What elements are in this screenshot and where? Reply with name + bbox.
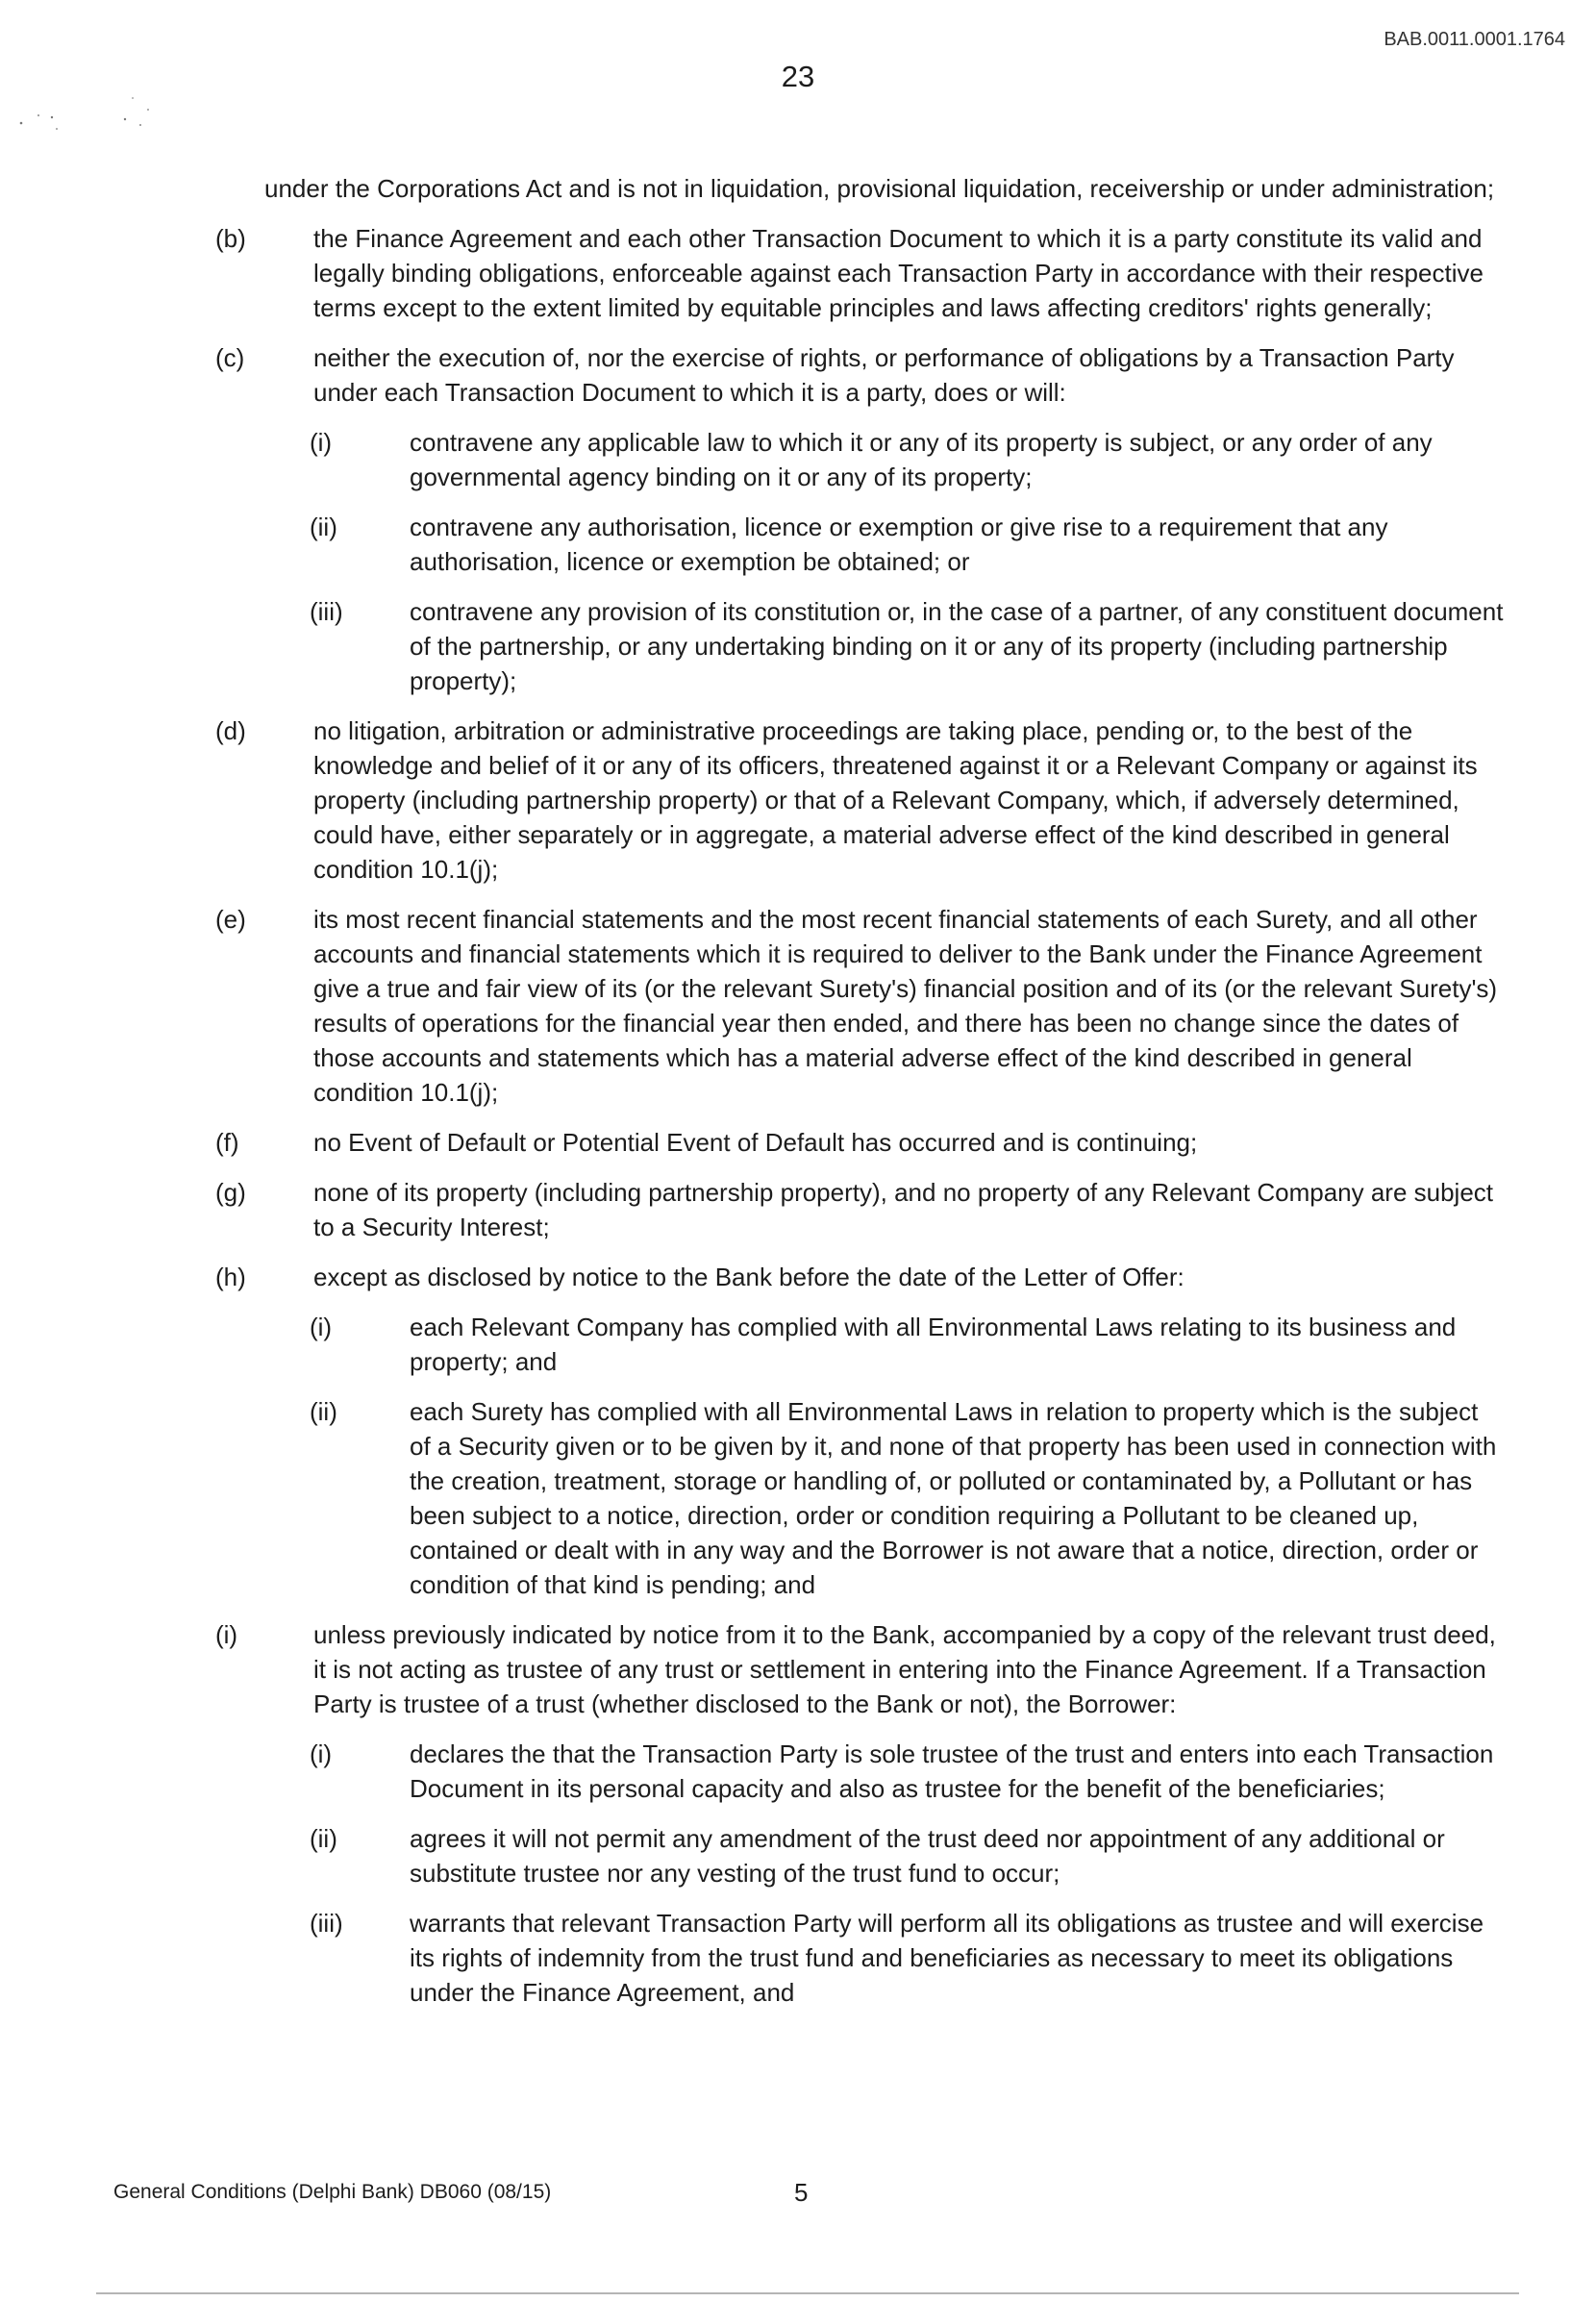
subclause-label: (ii) <box>310 1397 337 1426</box>
clause-text: unless previously indicated by notice from it to the Bank, accompanied by a copy of the relevant trust deed, it is not acting as trustee of any trust or settlement in entering into the Finance Agreement. If a Transaction Party is trustee of a trust (whether disclosed to the Bank or not), the Borrower: <box>313 1620 1496 1718</box>
clause-h <box>0 1260 1596 1294</box>
clause-h-ii <box>0 1394 1596 1602</box>
clause-i-ii <box>0 1821 1596 1890</box>
subclause-label: (i) <box>310 428 333 457</box>
clause-b <box>0 221 1596 325</box>
clause-label: (b) <box>215 224 246 253</box>
clause-label: (e) <box>215 905 246 934</box>
clause-label: (d) <box>215 716 246 745</box>
clause-label: (i) <box>215 1620 238 1649</box>
clause-i <box>0 1617 1596 1721</box>
clause-c <box>0 340 1596 410</box>
clause-f <box>0 1125 1596 1160</box>
clause-text: no Event of Default or Potential Event of Default has occurred and is continuing; <box>313 1128 1198 1157</box>
clause-d <box>0 713 1596 887</box>
subclause-label: (iii) <box>310 597 343 626</box>
subclause-text: each Surety has complied with all Environmental Laws in relation to property which is the subject of a Security given or to be given by it, and none of that property has been used in connection with the creation, treatment, storage or handling of, or polluted or contaminated by, a Pollutant or has been subject to a notice, direction, order or condition requiring a Pollutant to be cleaned up, contained or dealt with in any way and the Borrower is not aware that a notice, direction, order or condition of that kind is pending; and <box>410 1397 1497 1599</box>
footer-page-number: 5 <box>794 2178 809 2207</box>
clause-text: no litigation, arbitration or administrative proceedings are taking place, pending or, to the best of the knowledge and belief of it or any of its officers, threatened against it or a Relevant Company or against its property (including partnership property) or that of a Relevant Company, which, if adversely determined, could have, either separately or in aggregate, a material adverse effect of the kind described in general condition 10.1(j); <box>313 716 1478 884</box>
subclause-label: (i) <box>310 1739 333 1768</box>
clause-h-i <box>0 1310 1596 1379</box>
subclause-label: (iii) <box>310 1909 343 1938</box>
clause-c-ii <box>0 510 1596 579</box>
clause-label: (f) <box>215 1128 239 1157</box>
subclause-text: warrants that relevant Transaction Party will perform all its obligations as trustee and will exercise its rights of indemnity from the trust fund and beneficiaries as necessary to meet its obligations under the Finance Agreement, and <box>410 1909 1484 2007</box>
clause-text: neither the execution of, nor the exercise of rights, or performance of obligations by a Transaction Party under each Transaction Document to which it is a party, does or will: <box>313 343 1455 407</box>
clause-text: its most recent financial statements and the most recent financial statements of each Surety, and all other accounts and financial statements which it is required to deliver to the Bank under the Finance Agreement give a true and fair view of its (or the relevant Surety's) financial position and of its (or the relevant Surety's) results of operations for the financial year then ended, and there has been no change since the dates of those accounts and statements which has a material adverse effect of the kind described in general condition 10.1(j); <box>313 905 1498 1107</box>
scan-specks <box>12 96 165 138</box>
subclause-label: (ii) <box>310 1824 337 1853</box>
clause-label: (h) <box>215 1263 246 1291</box>
subclause-label: (i) <box>310 1313 333 1341</box>
scan-edge-line <box>96 2292 1519 2294</box>
subclause-label: (ii) <box>310 513 337 541</box>
clause-text: the Finance Agreement and each other Transaction Document to which it is a party constitute its valid and legally binding obligations, enforceable against each Transaction Party in accordance with their respective terms except to the extent limited by equitable principles and laws affecting creditors' rights generally; <box>313 224 1484 322</box>
clause-g <box>0 1175 1596 1244</box>
clause-c-iii <box>0 594 1596 698</box>
footer-document-title: General Conditions (Delphi Bank) DB060 (08/15) <box>113 2181 552 2203</box>
clause-text: under the Corporations Act and is not in liquidation, provisional liquidation, receivership or under administration; <box>264 174 1495 203</box>
clause-i-i <box>0 1737 1596 1806</box>
clause-label: (g) <box>215 1178 246 1207</box>
document-reference: BAB.0011.0001.1764 <box>1384 29 1565 50</box>
subclause-text: contravene any authorisation, licence or exemption or give rise to a requirement that any authorisation, licence or exemption be obtained; or <box>410 513 1388 576</box>
subclause-text: contravene any applicable law to which it or any of its property is subject, or any order of any governmental agency binding on it or any of its property; <box>410 428 1433 491</box>
clause-i-iii <box>0 1906 1596 2010</box>
clause-c-i <box>0 425 1596 494</box>
document-body <box>0 171 1596 2025</box>
clause-label: (c) <box>215 343 245 372</box>
subclause-text: contravene any provision of its constitution or, in the case of a partner, of any constituent document of the partnership, or any undertaking binding on it or any of its property (including partnership property); <box>410 597 1504 695</box>
subclause-text: declares the that the Transaction Party is sole trustee of the trust and enters into each Transaction Document in its personal capacity and also as trustee for the benefit of the beneficiaries; <box>410 1739 1494 1803</box>
clause-text: except as disclosed by notice to the Bank before the date of the Letter of Offer: <box>313 1263 1185 1291</box>
subclause-text: agrees it will not permit any amendment of the trust deed nor appointment of any additional or substitute trustee nor any vesting of the trust fund to occur; <box>410 1824 1445 1888</box>
subclause-text: each Relevant Company has complied with all Environmental Laws relating to its business and property; and <box>410 1313 1457 1376</box>
page-number-header: 23 <box>781 60 815 93</box>
clause-e <box>0 902 1596 1110</box>
clause-text: none of its property (including partnership property), and no property of any Relevant Company are subject to a Security Interest; <box>313 1178 1494 1241</box>
paragraph-continuation <box>0 171 1596 206</box>
